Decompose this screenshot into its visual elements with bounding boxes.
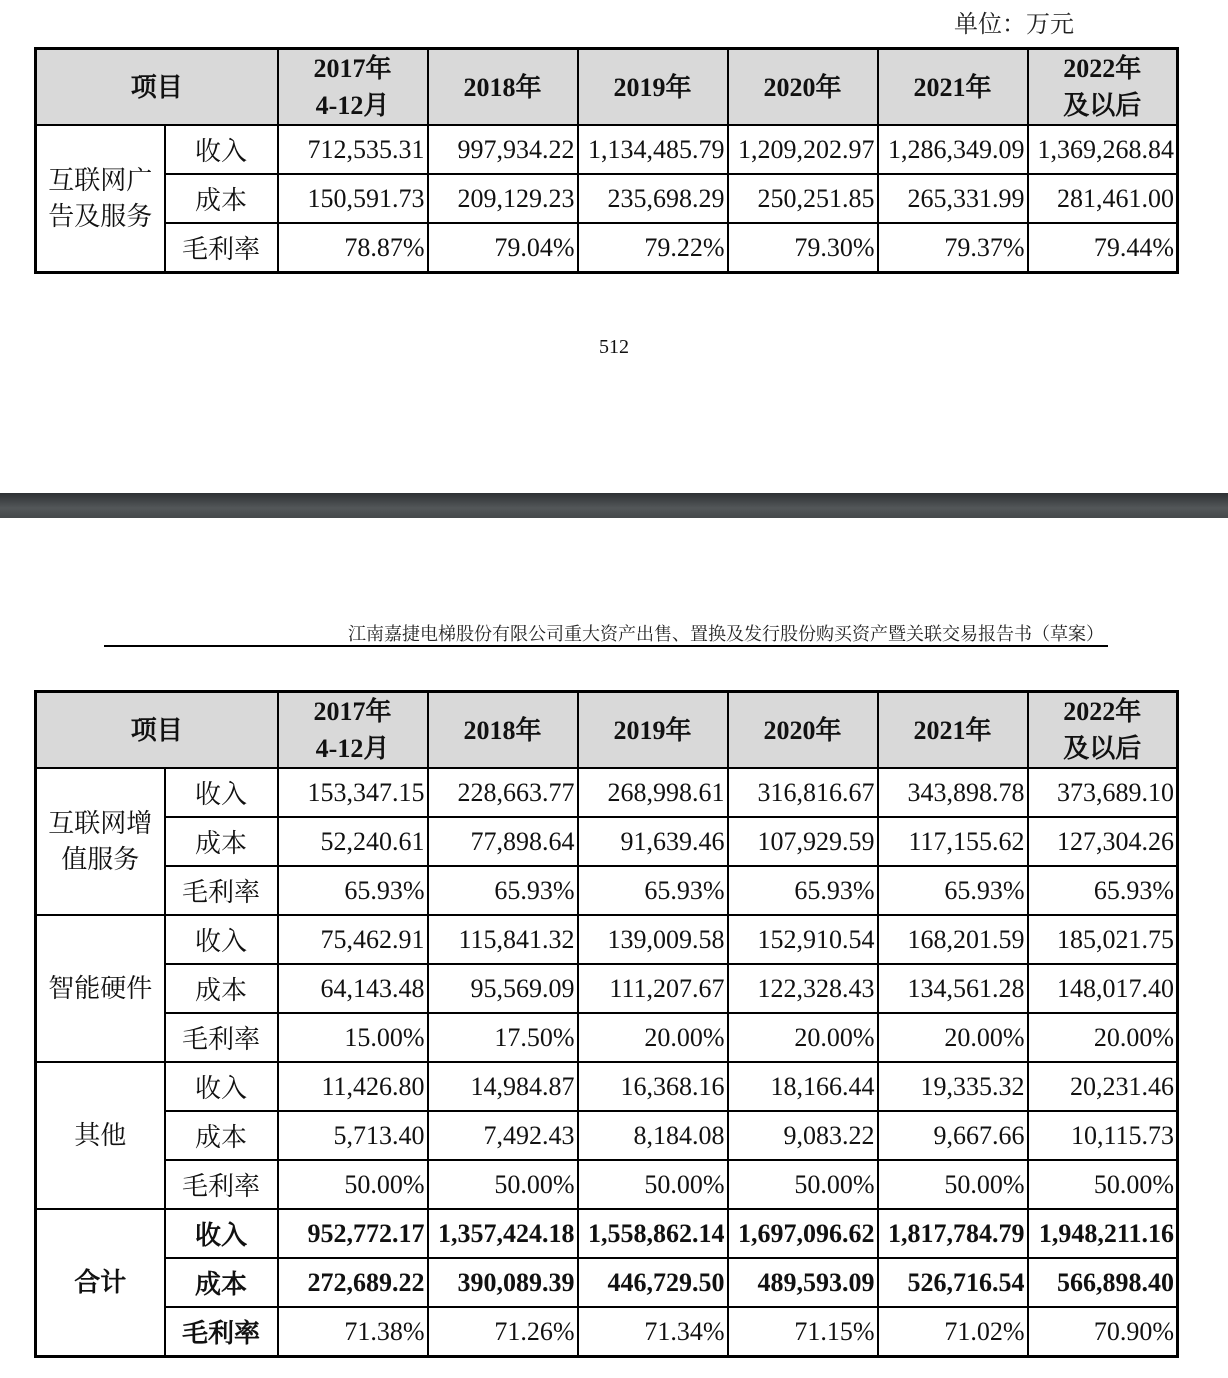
header-year: 2021年 bbox=[878, 692, 1028, 769]
value-cell: 209,129.23 bbox=[428, 174, 578, 223]
value-cell: 316,816.67 bbox=[728, 768, 878, 817]
category-cell: 智能硬件 bbox=[36, 915, 165, 1062]
table-row bbox=[36, 1160, 1178, 1209]
value-cell: 1,558,862.14 bbox=[578, 1209, 728, 1258]
row-label: 毛利率 bbox=[165, 1160, 278, 1209]
value-cell: 1,357,424.18 bbox=[428, 1209, 578, 1258]
header-year: 2021年 bbox=[878, 49, 1028, 126]
value-cell: 65.93% bbox=[278, 866, 428, 915]
row-label: 毛利率 bbox=[165, 866, 278, 915]
table-body bbox=[36, 125, 1178, 273]
value-cell: 71.38% bbox=[278, 1307, 428, 1357]
category-cell: 合计 bbox=[36, 1209, 165, 1357]
row-label: 成本 bbox=[165, 817, 278, 866]
value-cell: 20,231.46 bbox=[1028, 1062, 1178, 1111]
value-cell: 127,304.26 bbox=[1028, 817, 1178, 866]
value-cell: 5,713.40 bbox=[278, 1111, 428, 1160]
value-cell: 78.87% bbox=[278, 223, 428, 273]
header-year: 2019年 bbox=[578, 692, 728, 769]
header-year: 2020年 bbox=[728, 49, 878, 126]
value-cell: 71.15% bbox=[728, 1307, 878, 1357]
category-cell: 其他 bbox=[36, 1062, 165, 1209]
value-cell: 20.00% bbox=[578, 1013, 728, 1062]
value-cell: 77,898.64 bbox=[428, 817, 578, 866]
row-label: 成本 bbox=[165, 1111, 278, 1160]
value-cell: 17.50% bbox=[428, 1013, 578, 1062]
value-cell: 71.26% bbox=[428, 1307, 578, 1357]
category-cell: 互联网广 告及服务 bbox=[36, 125, 165, 273]
value-cell: 115,841.32 bbox=[428, 915, 578, 964]
value-cell: 79.22% bbox=[578, 223, 728, 273]
value-cell: 153,347.15 bbox=[278, 768, 428, 817]
value-cell: 1,369,268.84 bbox=[1028, 125, 1178, 174]
row-label: 成本 bbox=[165, 174, 278, 223]
row-label: 成本 bbox=[165, 1258, 278, 1307]
value-cell: 117,155.62 bbox=[878, 817, 1028, 866]
table-row bbox=[36, 866, 1178, 915]
value-cell: 566,898.40 bbox=[1028, 1258, 1178, 1307]
revenue-forecast-table-2 bbox=[34, 690, 1179, 1358]
value-cell: 71.02% bbox=[878, 1307, 1028, 1357]
value-cell: 122,328.43 bbox=[728, 964, 878, 1013]
header-year: 2019年 bbox=[578, 49, 728, 126]
value-cell: 71.34% bbox=[578, 1307, 728, 1357]
table-row bbox=[36, 223, 1178, 273]
page-separator bbox=[0, 493, 1228, 518]
value-cell: 134,561.28 bbox=[878, 964, 1028, 1013]
document-header: 江南嘉捷电梯股份有限公司重大资产出售、置换及发行股份购买资产暨关联交易报告书（草案） bbox=[348, 624, 1104, 644]
header-year: 2022年 及以后 bbox=[1028, 692, 1178, 769]
value-cell: 228,663.77 bbox=[428, 768, 578, 817]
value-cell: 281,461.00 bbox=[1028, 174, 1178, 223]
value-cell: 79.04% bbox=[428, 223, 578, 273]
header-rule bbox=[104, 645, 1108, 647]
table-header bbox=[36, 692, 1178, 769]
value-cell: 50.00% bbox=[428, 1160, 578, 1209]
value-cell: 1,697,096.62 bbox=[728, 1209, 878, 1258]
value-cell: 390,089.39 bbox=[428, 1258, 578, 1307]
value-cell: 79.44% bbox=[1028, 223, 1178, 273]
table-row bbox=[36, 964, 1178, 1013]
header-year: 2017年 4-12月 bbox=[278, 49, 428, 126]
value-cell: 50.00% bbox=[728, 1160, 878, 1209]
row-label: 收入 bbox=[165, 1062, 278, 1111]
value-cell: 16,368.16 bbox=[578, 1062, 728, 1111]
value-cell: 79.37% bbox=[878, 223, 1028, 273]
value-cell: 9,667.66 bbox=[878, 1111, 1028, 1160]
value-cell: 1,817,784.79 bbox=[878, 1209, 1028, 1258]
value-cell: 65.93% bbox=[728, 866, 878, 915]
header-item: 项目 bbox=[36, 692, 278, 769]
value-cell: 65.93% bbox=[878, 866, 1028, 915]
value-cell: 268,998.61 bbox=[578, 768, 728, 817]
header-year: 2022年 及以后 bbox=[1028, 49, 1178, 126]
value-cell: 14,984.87 bbox=[428, 1062, 578, 1111]
value-cell: 18,166.44 bbox=[728, 1062, 878, 1111]
value-cell: 7,492.43 bbox=[428, 1111, 578, 1160]
value-cell: 265,331.99 bbox=[878, 174, 1028, 223]
value-cell: 111,207.67 bbox=[578, 964, 728, 1013]
value-cell: 150,591.73 bbox=[278, 174, 428, 223]
header-row bbox=[36, 692, 1178, 769]
row-label: 收入 bbox=[165, 915, 278, 964]
value-cell: 50.00% bbox=[278, 1160, 428, 1209]
table-row bbox=[36, 1111, 1178, 1160]
value-cell: 64,143.48 bbox=[278, 964, 428, 1013]
value-cell: 1,134,485.79 bbox=[578, 125, 728, 174]
value-cell: 20.00% bbox=[728, 1013, 878, 1062]
value-cell: 1,948,211.16 bbox=[1028, 1209, 1178, 1258]
header-year: 2020年 bbox=[728, 692, 878, 769]
row-label: 毛利率 bbox=[165, 223, 278, 273]
table-row bbox=[36, 915, 1178, 964]
value-cell: 95,569.09 bbox=[428, 964, 578, 1013]
row-label: 成本 bbox=[165, 964, 278, 1013]
value-cell: 50.00% bbox=[1028, 1160, 1178, 1209]
value-cell: 65.93% bbox=[1028, 866, 1178, 915]
table-row bbox=[36, 1013, 1178, 1062]
header-year: 2017年 4-12月 bbox=[278, 692, 428, 769]
table-row bbox=[36, 1307, 1178, 1357]
value-cell: 446,729.50 bbox=[578, 1258, 728, 1307]
table-row bbox=[36, 1258, 1178, 1307]
revenue-forecast-table-1 bbox=[34, 47, 1179, 274]
header-row bbox=[36, 49, 1178, 126]
value-cell: 91,639.46 bbox=[578, 817, 728, 866]
value-cell: 11,426.80 bbox=[278, 1062, 428, 1111]
category-cell: 互联网增 值服务 bbox=[36, 768, 165, 915]
value-cell: 8,184.08 bbox=[578, 1111, 728, 1160]
value-cell: 373,689.10 bbox=[1028, 768, 1178, 817]
value-cell: 10,115.73 bbox=[1028, 1111, 1178, 1160]
value-cell: 1,286,349.09 bbox=[878, 125, 1028, 174]
value-cell: 343,898.78 bbox=[878, 768, 1028, 817]
table-row bbox=[36, 768, 1178, 817]
value-cell: 15.00% bbox=[278, 1013, 428, 1062]
table-row bbox=[36, 1209, 1178, 1258]
value-cell: 107,929.59 bbox=[728, 817, 878, 866]
value-cell: 75,462.91 bbox=[278, 915, 428, 964]
header-year: 2018年 bbox=[428, 692, 578, 769]
table-body bbox=[36, 768, 1178, 1357]
value-cell: 235,698.29 bbox=[578, 174, 728, 223]
value-cell: 185,021.75 bbox=[1028, 915, 1178, 964]
table-header bbox=[36, 49, 1178, 126]
value-cell: 20.00% bbox=[1028, 1013, 1178, 1062]
value-cell: 1,209,202.97 bbox=[728, 125, 878, 174]
table-row bbox=[36, 1062, 1178, 1111]
value-cell: 489,593.09 bbox=[728, 1258, 878, 1307]
table-row bbox=[36, 174, 1178, 223]
value-cell: 70.90% bbox=[1028, 1307, 1178, 1357]
page-number: 512 bbox=[599, 336, 629, 358]
value-cell: 526,716.54 bbox=[878, 1258, 1028, 1307]
row-label: 收入 bbox=[165, 768, 278, 817]
value-cell: 9,083.22 bbox=[728, 1111, 878, 1160]
header-item: 项目 bbox=[36, 49, 278, 126]
value-cell: 148,017.40 bbox=[1028, 964, 1178, 1013]
value-cell: 168,201.59 bbox=[878, 915, 1028, 964]
value-cell: 272,689.22 bbox=[278, 1258, 428, 1307]
value-cell: 65.93% bbox=[578, 866, 728, 915]
table-row bbox=[36, 125, 1178, 174]
value-cell: 712,535.31 bbox=[278, 125, 428, 174]
row-label: 毛利率 bbox=[165, 1013, 278, 1062]
value-cell: 79.30% bbox=[728, 223, 878, 273]
value-cell: 952,772.17 bbox=[278, 1209, 428, 1258]
row-label: 毛利率 bbox=[165, 1307, 278, 1357]
value-cell: 997,934.22 bbox=[428, 125, 578, 174]
value-cell: 50.00% bbox=[578, 1160, 728, 1209]
row-label: 收入 bbox=[165, 1209, 278, 1258]
unit-label: 单位：万元 bbox=[954, 12, 1074, 38]
header-year: 2018年 bbox=[428, 49, 578, 126]
row-label: 收入 bbox=[165, 125, 278, 174]
value-cell: 20.00% bbox=[878, 1013, 1028, 1062]
value-cell: 250,251.85 bbox=[728, 174, 878, 223]
value-cell: 65.93% bbox=[428, 866, 578, 915]
value-cell: 139,009.58 bbox=[578, 915, 728, 964]
value-cell: 152,910.54 bbox=[728, 915, 878, 964]
table-row bbox=[36, 817, 1178, 866]
value-cell: 50.00% bbox=[878, 1160, 1028, 1209]
value-cell: 19,335.32 bbox=[878, 1062, 1028, 1111]
value-cell: 52,240.61 bbox=[278, 817, 428, 866]
